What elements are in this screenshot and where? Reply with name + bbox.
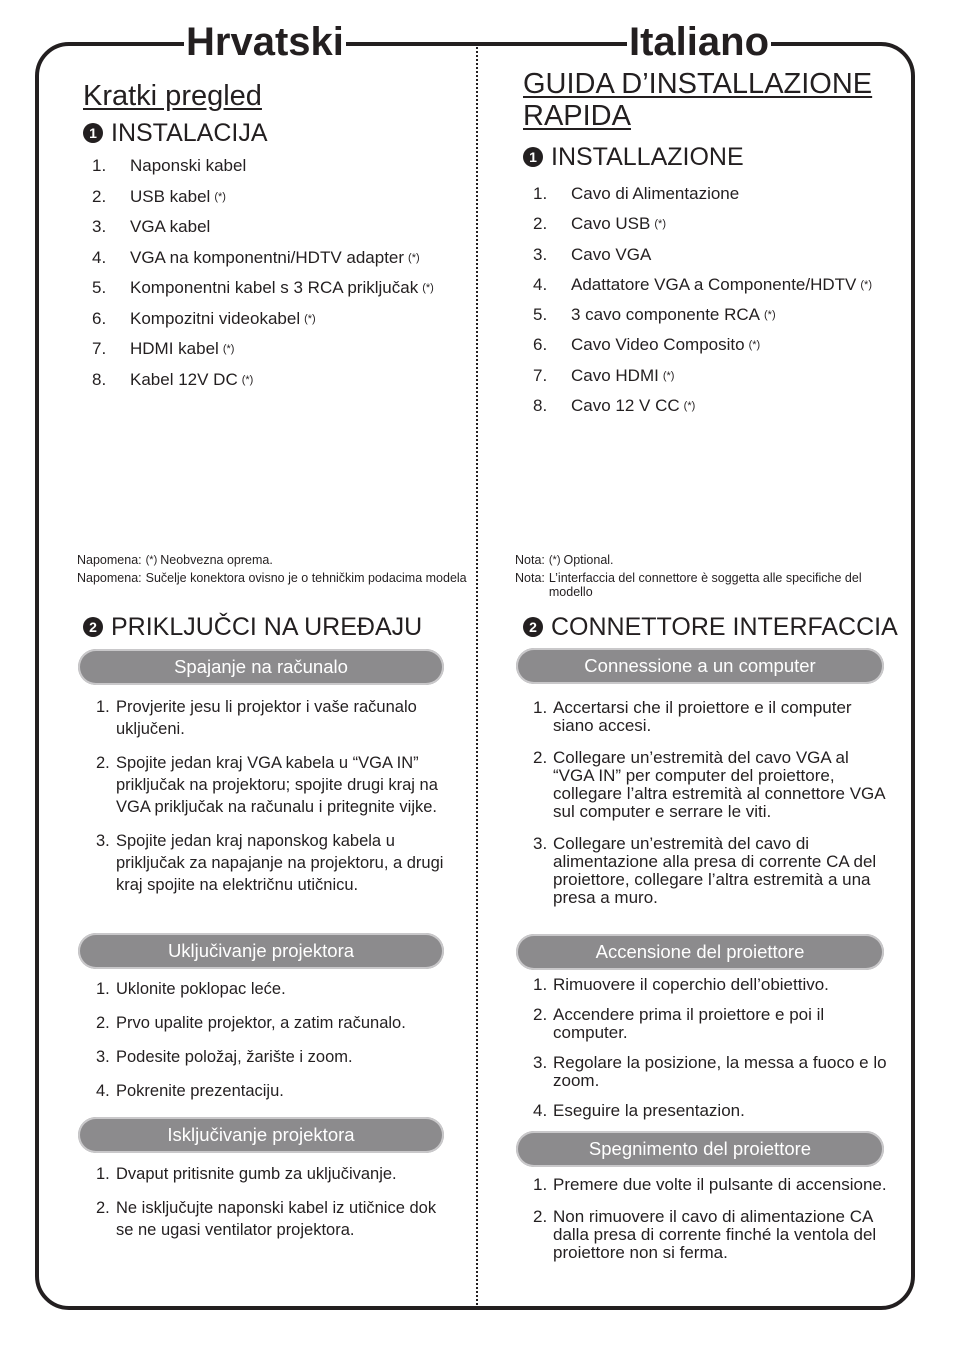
list-item: 1. Provjerite jesu li projektor i vaše računalo uključeni.: [96, 698, 417, 738]
number-2-icon: 2: [83, 617, 103, 637]
list-item: 4. Adattatore VGA a Componente/HDTV (*): [533, 275, 872, 305]
steps-list-power-off: [533, 1176, 893, 1262]
optional-mark: (*): [654, 218, 666, 231]
section-pill-power-on: Accensione del proiettore: [516, 934, 884, 970]
list-item: 2. Cavo USB (*): [533, 214, 872, 244]
section-pill-connect-computer: Connessione a un computer: [516, 648, 884, 684]
optional-mark: (*): [408, 251, 420, 264]
optional-mark: (*): [422, 282, 434, 294]
quick-guide-title: GUIDA D’INSTALLAZIONE RAPIDA: [523, 68, 873, 132]
list-item: 7. Cavo HDMI (*): [533, 366, 872, 396]
note-interface: Napomena: Sučelje konektora ovisno je o tehničkim podacima modela: [77, 571, 467, 585]
section-pill-connect-computer: Spajanje na računalo: [78, 649, 444, 685]
installation-heading: [83, 118, 268, 148]
quick-guide-title: Kratki pregled: [83, 80, 262, 112]
list-item: 2. Non rimuovere il cavo di alimentazione CA dalla presa di corrente finché la ventola del proiettore non si ferma.: [533, 1207, 877, 1262]
list-item: 2. Collegare un’estremità del cavo VGA al “VGA IN” per computer del proiettore, collegare l’altra estremità al connettore VGA sul computer e serrare le viti.: [533, 748, 885, 821]
list-item: 3. Collegare un’estremità del cavo di alimentazione alla presa di corrente CA del proiettore, collegare l’altra estremità a una presa a muro.: [533, 834, 877, 907]
list-item: 1. Rimuovere il coperchio dell’obiettivo.: [533, 975, 829, 994]
list-item: 3. Regolare la posizione, la messa a fuoco e lo zoom.: [533, 1053, 887, 1090]
italian-column: [478, 0, 954, 1354]
number-1-icon: 1: [83, 123, 103, 143]
list-item: 6. Kompozitni videokabel (*): [92, 309, 434, 340]
section-pill-power-off: Isključivanje projektora: [78, 1117, 444, 1153]
connectors-heading-label: CONNETTORE INTERFACCIA: [551, 613, 898, 641]
steps-list-connect: [96, 696, 446, 896]
optional-mark: (*): [548, 554, 561, 566]
list-item: 4. Pokrenite prezentaciju.: [96, 1082, 284, 1100]
optional-mark: (*): [214, 190, 226, 203]
list-item: 3. VGA kabel: [92, 217, 211, 236]
steps-list-power-off: [96, 1163, 446, 1241]
list-item: 3. Spojite jedan kraj naponskog kabela u priključak za napajanje na projektoru, a drugi kraj spojite na električnu utičnicu.: [96, 832, 444, 894]
list-item: 6. Cavo Video Composito (*): [533, 335, 872, 365]
number-1-icon: 1: [523, 147, 543, 167]
optional-mark: (*): [241, 373, 254, 386]
croatian-column: [0, 0, 476, 1354]
list-item: 2. Accendere prima il proiettore e poi il computer.: [533, 1005, 825, 1042]
list-item: 1. Premere due volte il pulsante di accensione.: [533, 1175, 887, 1194]
note-interface: Nota: L’interfaccia del connettore è soggetta alle specifiche del modello: [515, 571, 862, 599]
list-item: 1. Dvaput pritisnite gumb za uključivanje.: [96, 1165, 397, 1183]
list-item: 2. USB kabel (*): [92, 187, 434, 218]
list-item: 5. 3 cavo componente RCA (*): [533, 305, 872, 335]
list-item: 4. VGA na komponentni/HDTV adapter (*): [92, 248, 434, 279]
connectors-heading-label: PRIKLJUČCI NA UREĐAJU: [111, 613, 423, 641]
list-item: 2. Ne isključujte naponski kabel iz utičnice dok se ne ugasi ventilator projektora.: [96, 1199, 437, 1239]
list-item: 3. Cavo VGA: [533, 244, 652, 264]
optional-mark: (*): [304, 312, 316, 325]
list-item: 1. Naponski kabel: [92, 156, 247, 175]
list-item: 1. Cavo di Alimentazione: [533, 184, 740, 203]
optional-mark: (*): [222, 343, 235, 355]
list-item: 8. Cavo 12 V CC (*): [533, 396, 872, 426]
optional-mark: (*): [683, 400, 696, 413]
list-item: 3. Podesite položaj, žarište i zoom.: [96, 1048, 353, 1066]
language-title-italian: Italiano: [629, 20, 770, 64]
steps-list-power-on: [533, 976, 893, 1120]
parts-list: [533, 184, 872, 426]
connectors-heading: [83, 612, 422, 642]
connectors-heading: [523, 612, 898, 642]
optional-mark: (*): [145, 554, 158, 566]
list-item: 2. Prvo upalite projektor, a zatim računalo.: [96, 1014, 406, 1032]
section-pill-power-off: Spegnimento del proiettore: [516, 1131, 884, 1167]
notes-block: [77, 553, 469, 589]
list-item: 5. Komponentni kabel s 3 RCA priključak (*): [92, 278, 434, 309]
list-item: 2. Spojite jedan kraj VGA kabela u “VGA IN” priključak na projektoru; spojite drugi kraj na VGA priključak na računalu i pritegnite vijke.: [96, 754, 438, 816]
notes-block: [515, 553, 905, 603]
number-2-icon: 2: [523, 617, 543, 637]
installation-heading-label: INSTALLAZIONE: [551, 143, 744, 171]
parts-list: [92, 156, 434, 400]
language-title-croatian: Hrvatski: [186, 20, 344, 64]
steps-list-power-on: [96, 978, 446, 1102]
list-item: 7. HDMI kabel (*): [92, 339, 434, 370]
section-pill-power-on: Uključivanje projektora: [78, 933, 444, 969]
optional-mark: (*): [748, 339, 761, 352]
list-item: 8. Kabel 12V DC (*): [92, 370, 434, 401]
list-item: 1. Accertarsi che il proiettore e il computer siano accesi.: [533, 698, 852, 735]
note-optional: Napomena: (*) Neobvezna oprema.: [77, 553, 273, 567]
installation-heading: [523, 142, 744, 172]
list-item: 1. Uklonite poklopac leće.: [96, 980, 286, 998]
list-item: 4. Eseguire la presentazion.: [533, 1101, 745, 1120]
optional-mark: (*): [860, 278, 872, 291]
note-optional: Nota: (*) Optional.: [515, 553, 614, 567]
steps-list-connect: [533, 699, 893, 907]
optional-mark: (*): [764, 309, 776, 322]
installation-heading-label: INSTALACIJA: [111, 119, 268, 147]
optional-mark: (*): [662, 369, 675, 382]
